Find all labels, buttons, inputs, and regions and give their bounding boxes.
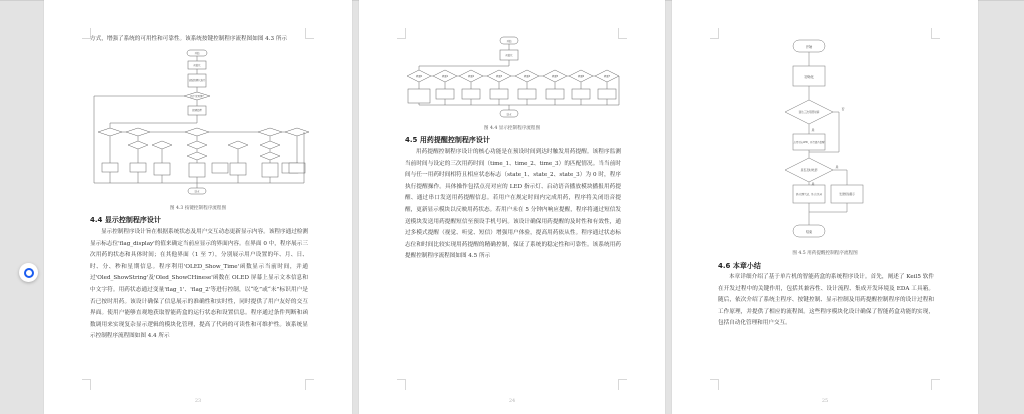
document-page-24	[359, 0, 665, 414]
svg-text:界面1: 界面1	[441, 75, 449, 78]
svg-text:开始: 开始	[805, 45, 813, 49]
svg-text:界面5: 界面5	[551, 75, 559, 78]
assistant-ring-icon	[24, 268, 34, 278]
margin-corner-mark	[305, 28, 314, 39]
svg-text:结束: 结束	[194, 190, 200, 193]
svg-text:点亮对应LED，开启语音提醒: 点亮对应LED，开启语音提醒	[793, 141, 825, 144]
figure-caption: 图 4.3 按键控制程序流程图	[169, 206, 227, 211]
margin-corner-mark	[305, 379, 314, 390]
margin-corner-mark	[82, 379, 91, 390]
margin-corner-mark	[618, 379, 627, 390]
svg-text:发送短信提示: 发送短信提示	[839, 193, 855, 196]
svg-text:按键处理: 按键处理	[192, 109, 202, 112]
flowchart-figure-4-3	[92, 50, 306, 198]
svg-text:界面3: 界面3	[495, 75, 503, 78]
document-page-25	[672, 0, 978, 414]
svg-text:界面6: 界面6	[577, 75, 585, 78]
flowchart-figure-4-5	[787, 40, 877, 240]
paragraph-text: 用药提醒控制程序设计的核心功能是在预设时间到达时触发用药提醒。该程序监测当前时间与设定的三次用药时间（time_1、time_2、time_3）的匹配情况。当当前时间与任一用药时间相符且相应状态标志（state_1、state_2、state_3）为 0 时，程序执行提醒操作。具体操作包括点亮对应的 LED 指示灯、启动语音播放模块播报用药提醒、通过串口发送用药提醒信息。若用户在规定时间内完成用药，程序将关闭语音提醒，更新显示模块以反映用药状态。若用户未在 5 分钟内响应提醒，程序将通过短信发送模块发送用药提醒短信至预设手机号码。该设计确保用药提醒的及时性和有效性，通过多模式提醒（视觉、听觉、短信）增强用户体验，提高用药依从性。程序通过状态标志位和时间比较实现用药提醒的精确控制，保证了系统的稳定性和可靠性。该系统用药提醒控制程序流程图如图 4.5 所示	[405, 149, 621, 260]
svg-text:初始化: 初始化	[193, 64, 201, 67]
paragraph-text: 显示控制程序设计旨在根据系统状态及用户交互动态更新显示内容。该程序通过检测显示标志位'flag_display'的值来确定当前应显示的界面内容。在界面 0 中，程序展示三次用药的状态和具体时间；在其他界面（1 至 7），分别展示用户设置的年、月、日、时、分、秒和星期信息。程序利用'OLED_Show_Time'函数显示当前时间，并通过'Oled_ShowString'及'Oled_ShowCHinese'函数在 OLED 屏幕上显示文本信息和中文字符。用药状态通过变量'flag_1'、'flag_2'等进行控制，以“吃”或“未”标识用户是否已按时用药。该设计确保了信息展示的准确性和实时性，同时提供了用户友好的交互界面。使用户能够直观地获取智能药盒的运行状态和设置信息。程序通过条件判断和函数调用来实现复杂显示逻辑的模块化管理，提高了代码的可读性和可维护性。该系统显示控制程序流程图如图 4.4 所示	[90, 229, 308, 340]
section-body	[718, 272, 934, 330]
svg-text:是: 是	[835, 165, 839, 169]
svg-text:语音提醒关闭，显示已吃药: 语音提醒关闭，显示已吃药	[795, 193, 823, 196]
svg-text:结束: 结束	[506, 113, 512, 116]
figure-caption: 图 4.4 显示控制程序流程图	[483, 126, 541, 131]
paragraph-text: 本章详细介绍了基于单片机的智能药盒的系统程序设计。首先，阐述了 Keil5 软件在开发过程中的关键作用，包括其兼容性、设计流程、集成开发环境及 EDA 工具箱。随后，依次介绍了系统主程序、按键控制、显示控制及用药提醒控制程序的设计过程和工作原理，并提供了相应的流程图。这些程序模块化设计确保了智能药盒功能的实现，包括自动化管理和用户交互。	[718, 274, 934, 327]
svg-text:界面4: 界面4	[523, 75, 531, 78]
document-page-23	[44, 0, 352, 414]
margin-corner-mark	[931, 379, 940, 390]
svg-text:开始: 开始	[194, 52, 200, 55]
page-number: 24	[508, 398, 516, 404]
figure-caption: 图 4.5 用药提醒控制程序流程图	[792, 251, 858, 256]
section-heading: 4.6 本章小结	[718, 262, 761, 270]
svg-text:界面0: 界面0	[415, 75, 423, 78]
section-body	[90, 227, 308, 343]
svg-text:结束: 结束	[805, 230, 813, 234]
margin-corner-mark	[710, 28, 719, 39]
svg-text:到达三次用药时间: 到达三次用药时间	[798, 111, 820, 114]
paragraph-text: 方式，增强了系统的可用性和可靠性。该系统按键控制程序流程图如图 4.3 所示	[90, 36, 288, 42]
svg-text:初始化: 初始化	[505, 54, 513, 57]
flowchart-figure-4-4	[405, 37, 619, 119]
svg-text:是: 是	[811, 128, 815, 132]
svg-text:按下设置键?: 按下设置键?	[190, 95, 204, 98]
svg-text:是: 是	[811, 182, 815, 186]
page-number: 23	[194, 398, 202, 404]
floating-assistant-button[interactable]	[19, 263, 38, 282]
section-heading: 4.4 显示控制程序设计	[90, 216, 161, 224]
margin-corner-mark	[618, 28, 627, 39]
svg-text:界面7: 界面7	[603, 75, 611, 78]
svg-text:界面2: 界面2	[467, 75, 475, 78]
section-heading: 4.5 用药提醒控制程序设计	[405, 136, 490, 144]
svg-text:否: 否	[841, 107, 845, 111]
top-paragraph	[90, 34, 306, 46]
svg-text:开始: 开始	[506, 40, 512, 43]
margin-corner-mark	[397, 379, 406, 390]
page-number: 25	[821, 398, 829, 404]
svg-text:初始化: 初始化	[804, 75, 814, 79]
margin-corner-mark	[931, 28, 940, 39]
svg-text:读取按键状态并: 读取按键状态并	[188, 79, 206, 82]
svg-text:是否及时吃药: 是否及时吃药	[800, 168, 818, 172]
section-body	[405, 147, 621, 263]
margin-corner-mark	[710, 379, 719, 390]
